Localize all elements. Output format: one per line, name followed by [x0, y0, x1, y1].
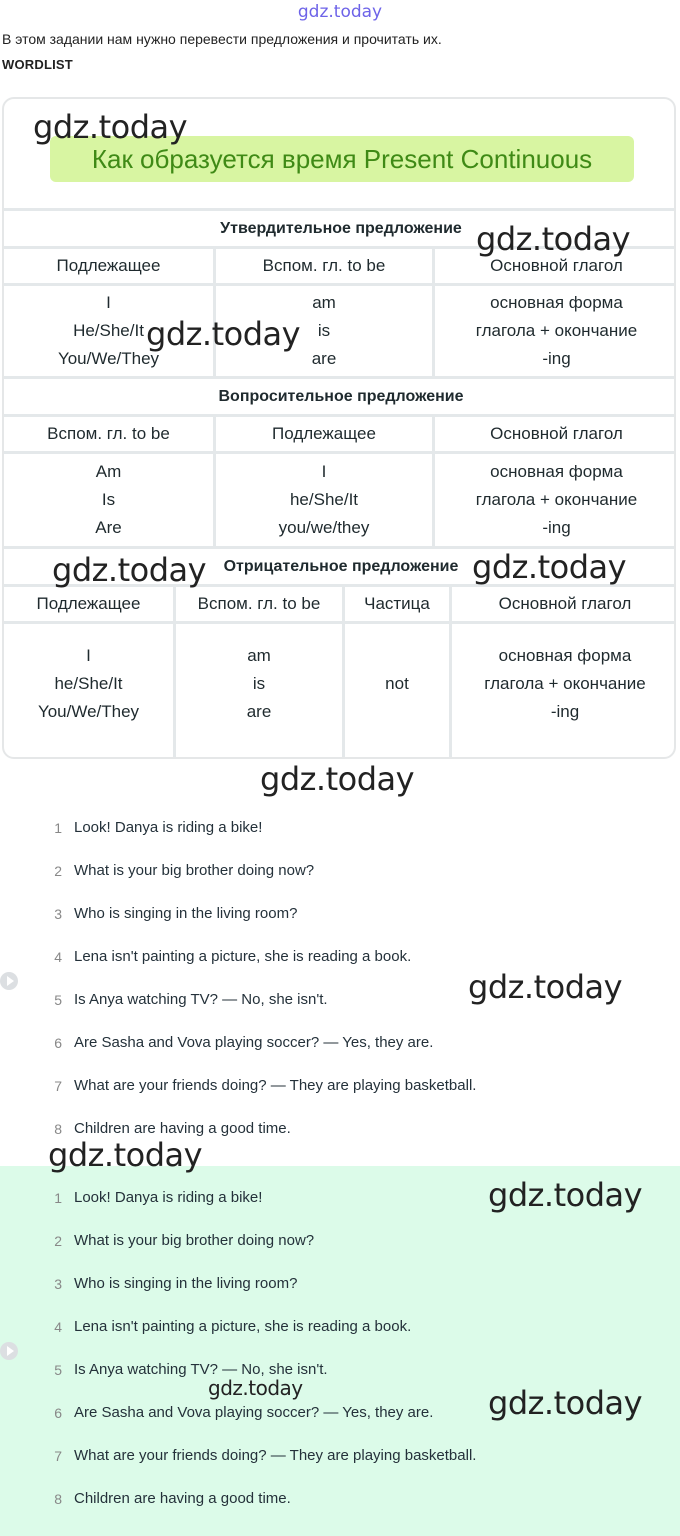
list-item: [0, 1064, 680, 1107]
verb-cell: [452, 624, 676, 744]
watermark: gdz.today: [52, 551, 207, 589]
cell-line: you/we/they: [278, 518, 370, 537]
cell-line: глагола + окончание: [475, 321, 638, 340]
item-text: What are your friends doing? — They are playing basketball.: [74, 1447, 477, 1464]
particle-cell: not: [385, 674, 409, 693]
watermark: gdz.today: [488, 1176, 643, 1214]
section-interrogative: Вопросительное предложение: [218, 387, 464, 405]
cell-line: основная форма: [490, 462, 623, 481]
list-item: [0, 1305, 680, 1348]
cell-line: глагола + окончание: [475, 490, 638, 509]
list-item: [0, 1021, 680, 1064]
header-cell: Подлежащее: [36, 594, 141, 613]
list-item: [0, 1262, 680, 1305]
cell-line: He/She/It: [73, 321, 144, 340]
verb-cell: [435, 454, 676, 546]
item-number: 6: [54, 1405, 62, 1421]
cell-line: are: [246, 702, 272, 721]
subject-cell: [4, 624, 173, 744]
watermark: gdz.today: [146, 315, 301, 353]
play-icon[interactable]: [0, 1342, 18, 1360]
watermark: gdz.today: [260, 760, 415, 798]
header-cell: Вспом. гл. to be: [197, 594, 321, 613]
aux-cell: [176, 624, 342, 744]
cell-line: am: [312, 293, 336, 312]
section-affirmative: Утвердительное предложение: [220, 219, 462, 237]
item-number: 1: [54, 820, 62, 836]
item-text: Look! Danya is riding a bike!: [74, 1189, 263, 1206]
cell-line: -ing: [550, 702, 580, 721]
item-number: 4: [54, 949, 62, 965]
cell-line: основная форма: [490, 293, 623, 312]
cell-line: -ing: [542, 518, 571, 537]
header-cell: Основной глагол: [490, 424, 623, 443]
cell-line: Am: [95, 462, 122, 481]
subject-cell: [216, 454, 432, 546]
item-number: 7: [54, 1078, 62, 1094]
watermark: gdz.today: [33, 108, 188, 146]
watermark: gdz.today: [472, 548, 627, 586]
cell-line: I: [321, 462, 327, 481]
item-text: Lena isn't painting a picture, she is reading a book.: [74, 948, 412, 965]
cell-line: Are: [95, 518, 122, 537]
header-cell: Подлежащее: [56, 256, 161, 275]
header-cell: Вспом. гл. to be: [47, 424, 170, 443]
item-text: Look! Danya is riding a bike!: [74, 819, 263, 836]
cell-line: I: [106, 293, 111, 312]
cell-line: he/She/It: [289, 490, 359, 509]
item-text: Children are having a good time.: [74, 1490, 291, 1507]
header-cell: Подлежащее: [272, 424, 376, 443]
item-number: 1: [54, 1190, 62, 1206]
item-number: 3: [54, 906, 62, 922]
cell-line: is: [317, 321, 331, 340]
item-text: What is your big brother doing now?: [74, 862, 315, 879]
aux-cell: [4, 454, 213, 546]
list-item: [0, 849, 680, 892]
table-title: Как образуется время Present Continuous: [50, 136, 634, 182]
watermark: gdz.today: [476, 220, 631, 258]
list-item: [0, 806, 680, 849]
task-intro: В этом задании нам нужно перевести предложения и прочитать их.: [2, 31, 442, 47]
item-text: Who is singing in the living room?: [74, 1275, 298, 1292]
cell-line: You/We/They: [57, 349, 160, 368]
cell-line: основная форма: [498, 646, 632, 665]
item-number: 6: [54, 1035, 62, 1051]
cell-line: am: [247, 646, 271, 665]
item-number: 3: [54, 1276, 62, 1292]
item-text: Who is singing in the living room?: [74, 905, 298, 922]
item-text: What is your big brother doing now?: [74, 1232, 315, 1249]
header-cell: Частица: [364, 594, 430, 613]
item-text: Is Anya watching TV? — No, she isn't.: [74, 991, 328, 1008]
section-negative: Отрицательное предложение: [223, 557, 459, 575]
item-number: 5: [54, 992, 62, 1008]
item-number: 2: [54, 863, 62, 879]
item-text: Children are having a good time.: [74, 1120, 291, 1137]
cell-line: he/She/It: [54, 674, 123, 693]
cell-line: is: [252, 674, 266, 693]
wordlist-label[interactable]: WORDLIST: [2, 57, 73, 72]
item-number: 8: [54, 1491, 62, 1507]
watermark: gdz.today: [208, 1376, 303, 1400]
top-brand[interactable]: gdz.today: [297, 2, 383, 22]
item-number: 2: [54, 1233, 62, 1249]
item-number: 7: [54, 1448, 62, 1464]
item-text: What are your friends doing? — They are playing basketball.: [74, 1077, 477, 1094]
item-text: Is Anya watching TV? — No, she isn't.: [74, 1361, 328, 1378]
cell-line: Is: [101, 490, 116, 509]
verb-cell: [435, 286, 676, 376]
cell-line: are: [311, 349, 337, 368]
header-cell: Вспом. гл. to be: [262, 256, 386, 275]
cell-line: I: [86, 646, 91, 665]
list-item: [0, 1434, 680, 1477]
watermark: gdz.today: [468, 968, 623, 1006]
list-item: [0, 892, 680, 935]
watermark: gdz.today: [48, 1136, 203, 1174]
cell-line: -ing: [542, 349, 571, 368]
item-number: 5: [54, 1362, 62, 1378]
cell-line: глагола + окончание: [484, 674, 646, 693]
play-icon[interactable]: [0, 972, 18, 990]
item-text: Lena isn't painting a picture, she is reading a book.: [74, 1318, 412, 1335]
item-number: 8: [54, 1121, 62, 1137]
list-item: [0, 1219, 680, 1262]
cell-line: You/We/They: [37, 702, 140, 721]
header-cell: Основной глагол: [490, 256, 623, 275]
item-number: 4: [54, 1319, 62, 1335]
header-cell: Основной глагол: [498, 594, 632, 613]
item-text: Are Sasha and Vova playing soccer? — Yes, they are.: [74, 1034, 434, 1051]
watermark: gdz.today: [488, 1384, 643, 1422]
list-item: [0, 1477, 680, 1520]
grammar-card: [2, 97, 676, 759]
item-text: Are Sasha and Vova playing soccer? — Yes, they are.: [74, 1404, 434, 1421]
